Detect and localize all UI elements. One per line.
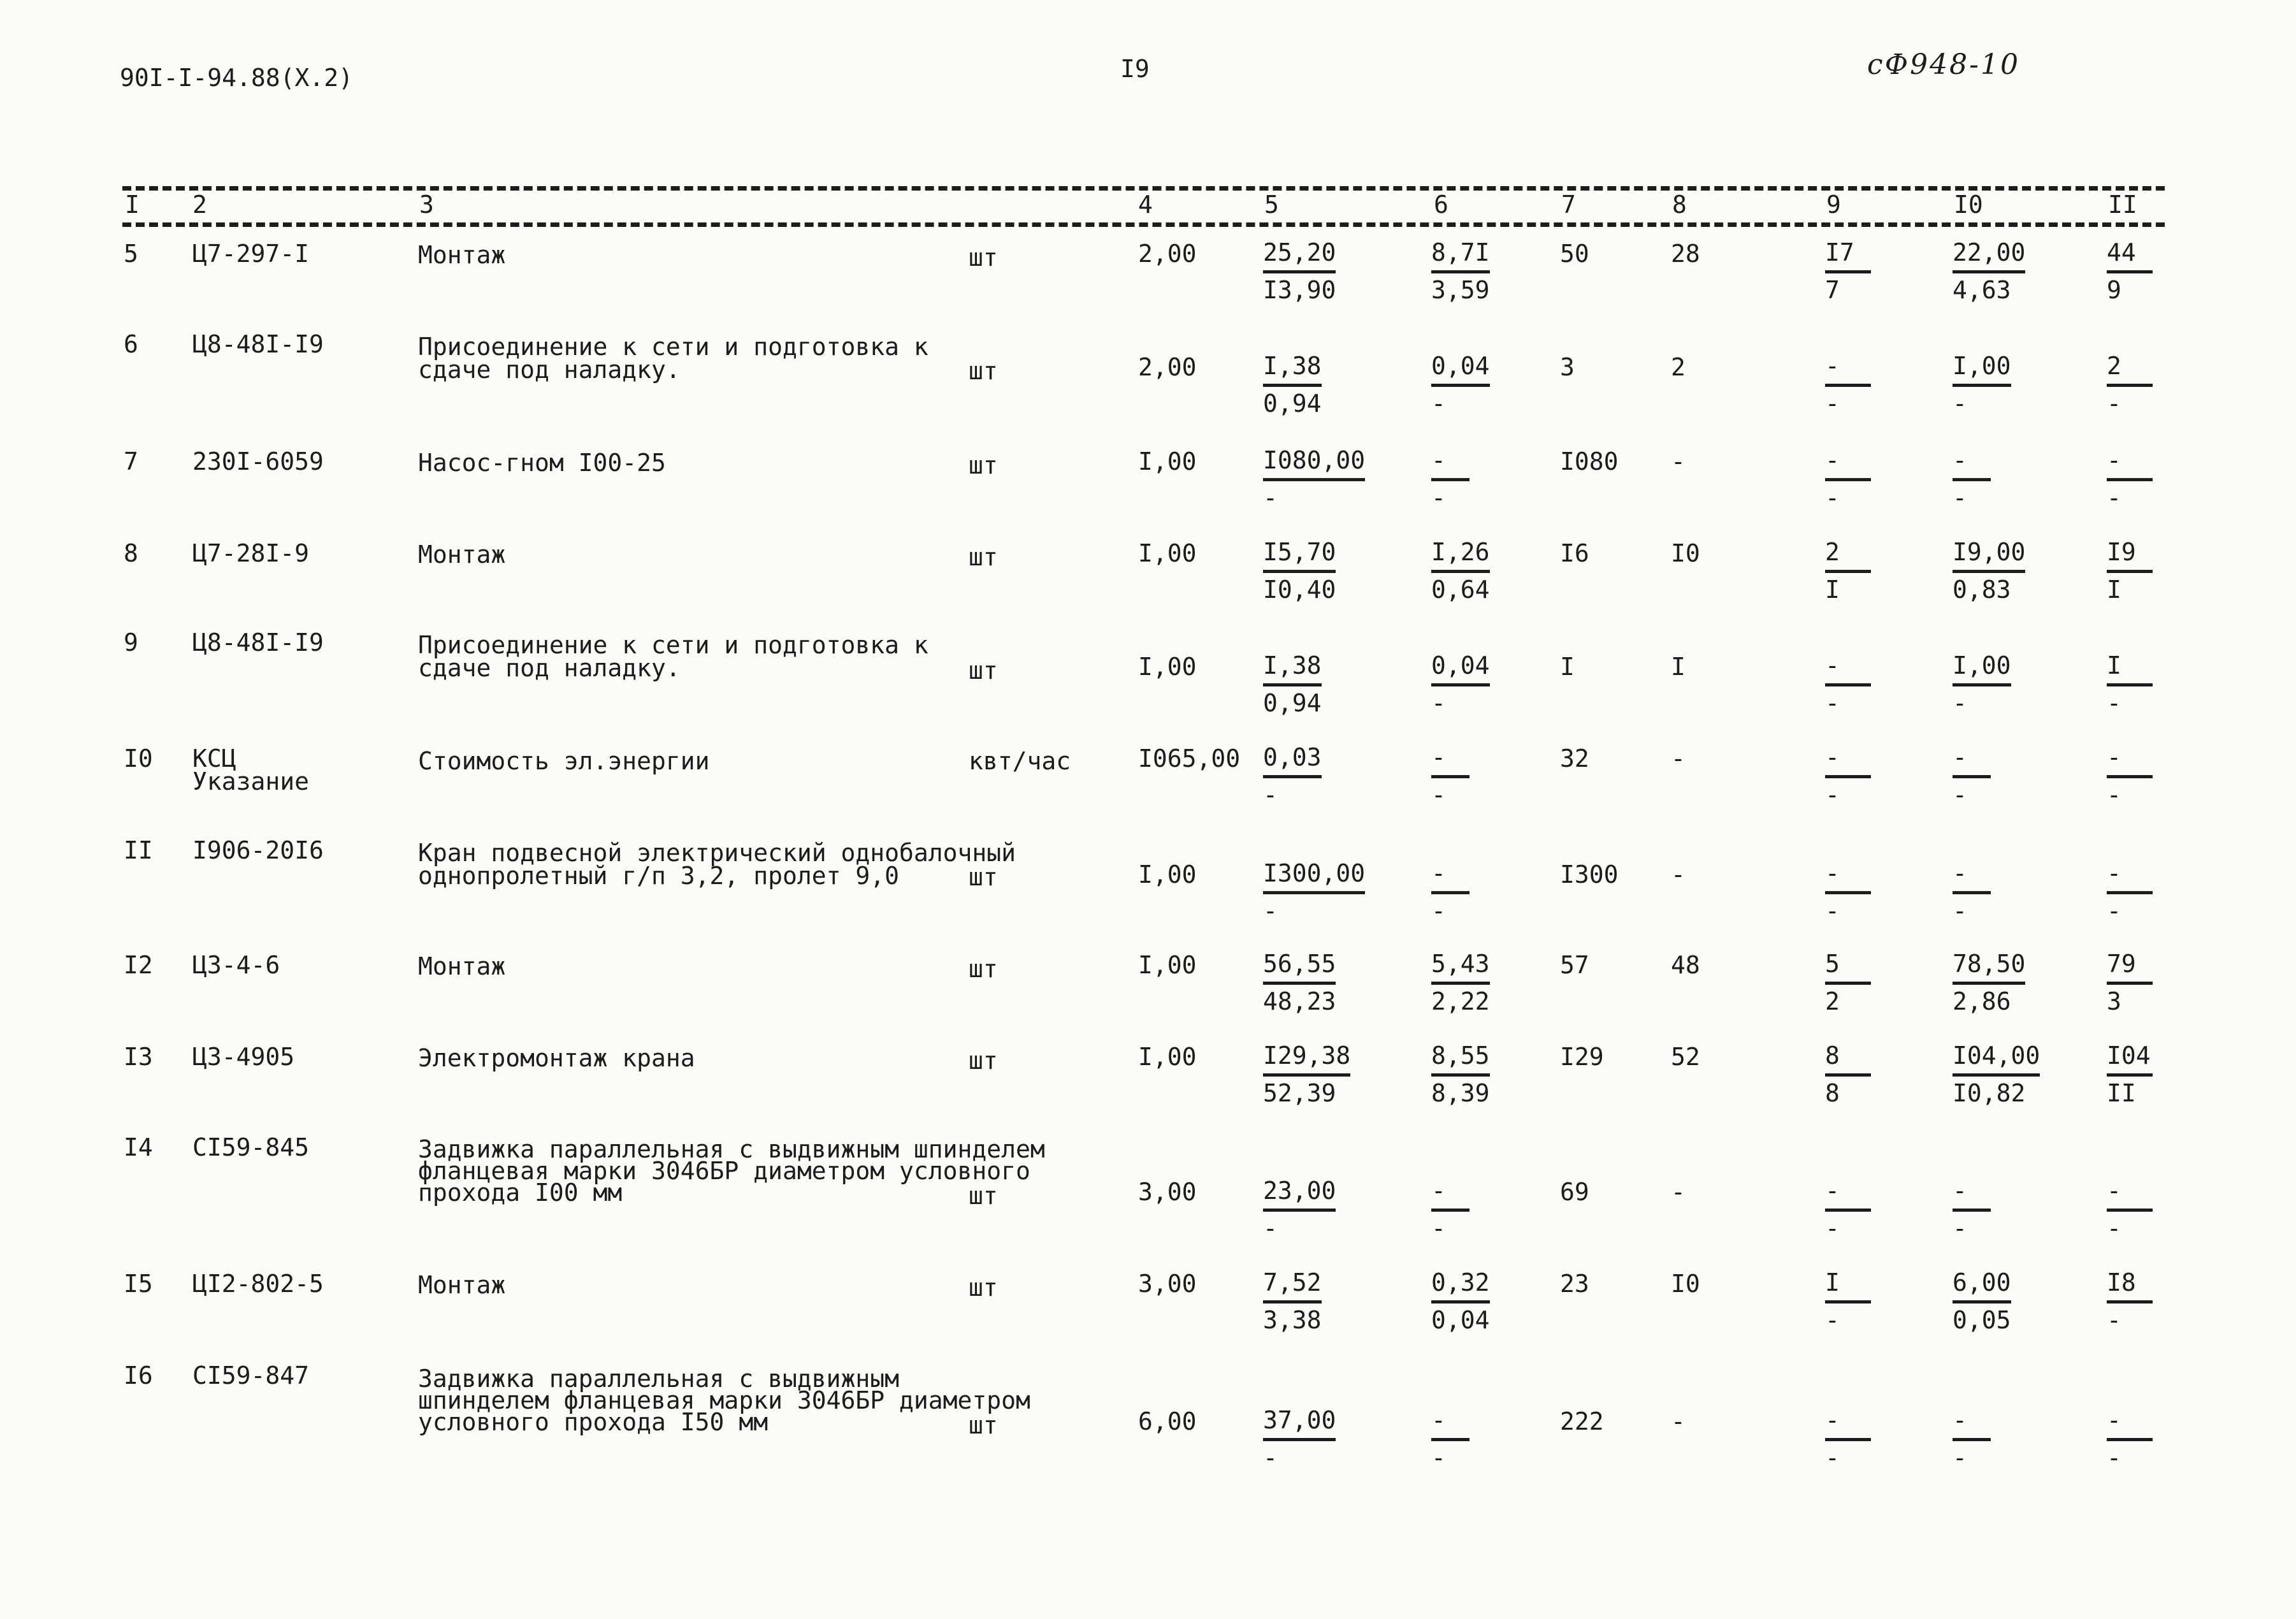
col-num-3: 3 [419,191,434,219]
col10-value: - - [1953,1407,1991,1470]
quantity: I,00 [1138,951,1197,979]
col11-value: - - [2107,860,2153,924]
quantity: 6,00 [1138,1407,1197,1435]
price-code: ЦI2-802-5 [192,1270,324,1298]
col7-value: 222 [1560,1407,1604,1435]
unit: шт [969,543,998,571]
col7-value: I6 [1560,539,1589,567]
col9-value: - - [1825,1407,1871,1470]
col11-value: $\frac{44}{9}$ [2107,240,2153,303]
col9-value: - - [1825,860,1871,924]
col7-value: I300 [1560,860,1619,889]
item-name: Монтаж [418,541,506,569]
price-code: 230I-6059 [192,447,324,476]
col5-value: 23,00 - [1263,1177,1336,1242]
price-code: I906-20I6 [192,836,324,864]
col-num-2: 2 [192,191,207,219]
price-code: Ц8-48I-I9 [192,330,324,358]
col10-value: $\frac{6,00}{0,05}$ [1953,1268,2011,1334]
row-number: II [124,836,153,864]
col7-value: 57 [1560,951,1589,979]
row-number: I2 [124,951,153,979]
col5-value: 37,00 - [1263,1406,1336,1472]
col8-value: - [1671,1407,1686,1435]
item-name: Задвижка параллельная с выдвижным шпинделем фланцевая марки 3046БР диаметром условного прохода I50 мм [418,1365,1030,1436]
item-name: Задвижка параллельная с выдвижным шпинделем фланцевая марки 3046БР диаметром условного прохода I00 мм [418,1135,1045,1207]
col8-value: 28 [1671,240,1700,268]
col9-value: $\frac{I7}{7}$ [1825,240,1871,303]
row-number: I4 [124,1133,153,1161]
col6-value: - - [1431,860,1469,924]
col6-value: 0,04 - [1431,352,1490,417]
col8-value: 52 [1671,1043,1700,1071]
col10-value: $\frac{78,50}{2,86}$ [1953,950,2026,1015]
quantity: I,00 [1138,539,1197,567]
col8-value: - [1671,860,1686,889]
col11-value: - - [2107,1178,2153,1241]
col11-value: $\frac{79}{3}$ [2107,951,2153,1014]
price-code: Ц8-48I-I9 [192,628,324,657]
quantity: I,00 [1138,1043,1197,1071]
col11-value: 2 - [2107,353,2153,416]
col9-value: $\frac{8}{8}$ [1825,1043,1871,1106]
col6-value: $\frac{0,32}{0,04}$ [1431,1268,1490,1334]
col10-value: - - [1953,744,1991,808]
col5-value: $\frac{I,38}{0,94}$ [1263,352,1322,417]
archive-mark: сФ948-10 [1867,48,2021,81]
col-num-11: II [2108,191,2137,219]
unit: шт [969,243,998,272]
item-name: Насос-гном I00-25 [418,449,666,477]
price-code: СI59-845 [192,1133,310,1161]
col7-value: I080 [1560,447,1619,476]
col5-value: $\frac{I5,70}{I0,40}$ [1263,538,1336,604]
col9-value: $\frac{2}{I}$ [1825,539,1871,602]
col9-value: - - [1825,653,1871,716]
col-num-5: 5 [1264,191,1279,219]
col5-value: I080,00 - [1263,446,1366,512]
col5-value: I300,00 - [1263,859,1366,925]
col7-value: I [1560,653,1575,681]
price-code: СI59-847 [192,1361,310,1390]
col11-value: I - [2107,653,2153,716]
row-number: 5 [124,240,138,268]
col6-value: $\frac{I,26}{0,64}$ [1431,538,1490,604]
col9-value: - - [1825,744,1871,808]
row-number: 6 [124,330,138,358]
col11-value: - - [2107,1407,2153,1470]
col10-value: - - [1953,1178,1991,1241]
col11-value: $\frac{I04}{II}$ [2107,1043,2153,1106]
col10-value: I,00 - [1953,651,2011,717]
col8-value: - [1671,1178,1686,1206]
col11-value: I8 - [2107,1270,2153,1333]
item-name: Монтаж [418,1271,506,1299]
quantity: I,00 [1138,653,1197,681]
col10-value: $\frac{22,00}{4,63}$ [1953,238,2026,304]
row-number: I3 [124,1043,153,1071]
unit: шт [969,657,998,685]
col6-value: $\frac{5,43}{2,22}$ [1431,950,1490,1015]
col5-value: $\frac{7,52}{3,38}$ [1263,1268,1322,1334]
quantity: 2,00 [1138,353,1197,381]
quantity: 3,00 [1138,1178,1197,1206]
quantity: I065,00 [1138,744,1241,773]
col11-value: - - [2107,447,2153,511]
col7-value: 23 [1560,1270,1589,1298]
col7-value: I29 [1560,1043,1604,1071]
col8-value: 2 [1671,353,1686,381]
item-name: Электромонтаж крана [418,1044,695,1072]
col9-value: - - [1825,447,1871,511]
col10-value: - - [1953,860,1991,924]
col5-value: $\frac{I29,38}{52,39}$ [1263,1042,1351,1107]
header-rule-bottom [122,222,2165,227]
col10-value: $\frac{I04,00}{I0,82}$ [1953,1042,2040,1107]
price-code: Ц3-4905 [192,1043,295,1071]
unit: шт [969,451,998,479]
row-number: 9 [124,628,138,657]
col10-value: $\frac{I9,00}{0,83}$ [1953,538,2026,604]
price-code: Ц7-28I-9 [192,539,310,567]
col9-value: $\frac{5}{2}$ [1825,951,1871,1014]
col6-value: - - [1431,447,1469,511]
col8-value: I0 [1671,1270,1700,1298]
col10-value: - - [1953,447,1991,511]
col8-value: 48 [1671,951,1700,979]
item-name: Монтаж [418,241,506,269]
col7-value: 50 [1560,240,1589,268]
col6-value: $\frac{8,7I}{3,59}$ [1431,238,1490,304]
unit: шт [969,1182,998,1210]
col8-value: - [1671,447,1686,476]
unit: шт [969,1274,998,1302]
col6-value: 0,04 - [1431,651,1490,717]
unit: шт [969,863,998,891]
quantity: 3,00 [1138,1270,1197,1298]
col-num-10: I0 [1954,191,1983,219]
col5-value: $\frac{25,20}{I3,90}$ [1263,238,1336,304]
col7-value: 32 [1560,744,1589,773]
col6-value: $\frac{8,55}{8,39}$ [1431,1042,1490,1107]
row-number: I5 [124,1270,153,1298]
col-num-7: 7 [1561,191,1576,219]
col-num-9: 9 [1826,191,1841,219]
price-code: Ц3-4-6 [192,951,280,979]
col11-value: - - [2107,744,2153,808]
unit: шт [969,1047,998,1075]
col8-value: I0 [1671,539,1700,567]
col7-value: 3 [1560,353,1575,381]
col6-value: - - [1431,1407,1469,1470]
unit: квт/час [969,747,1071,775]
header-rule-top [122,186,2165,191]
col-num-8: 8 [1672,191,1687,219]
row-number: I6 [124,1361,153,1390]
item-name: Присоединение к сети и подготовка к сдаче под наладку. [418,631,928,682]
quantity: I,00 [1138,447,1197,476]
col9-value: - - [1825,1178,1871,1241]
quantity: I,00 [1138,860,1197,889]
item-name: Стоимость эл.энергии [418,747,710,775]
row-number: 8 [124,539,138,567]
quantity: 2,00 [1138,240,1197,268]
col11-value: $\frac{I9}{I}$ [2107,539,2153,602]
price-code: Ц7-297-I [192,240,310,268]
col5-value: $\frac{I,38}{0,94}$ [1263,651,1322,717]
col5-value: 0,03 - [1263,743,1322,809]
col9-value: - - [1825,353,1871,416]
col10-value: I,00 - [1953,352,2011,417]
col9-value: I - [1825,1270,1871,1333]
col-num-4: 4 [1138,191,1153,219]
col8-value: I [1671,653,1686,681]
col-num-6: 6 [1434,191,1448,219]
item-name: Кран подвесной электрический однобалочный однопролетный г/п 3,2, пролет 9,0 [418,839,1016,890]
col-num-1: I [125,191,140,219]
unit: шт [969,1411,998,1439]
row-number: 7 [124,447,138,476]
document-code: 90I-I-94.88(X.2) [120,64,354,92]
row-number: I0 [124,744,153,773]
unit: шт [969,357,998,385]
item-name: Монтаж [418,952,506,980]
page-number: I9 [1120,55,1150,83]
col7-value: 69 [1560,1178,1589,1206]
unit: шт [969,955,998,983]
col6-value: - - [1431,744,1469,808]
item-name: Присоединение к сети и подготовка к сдаче под наладку. [418,333,928,384]
price-code: КСЦ Указание [192,744,310,795]
col5-value: $\frac{56,55}{48,23}$ [1263,950,1336,1015]
col6-value: - - [1431,1178,1469,1241]
col8-value: - [1671,744,1686,773]
